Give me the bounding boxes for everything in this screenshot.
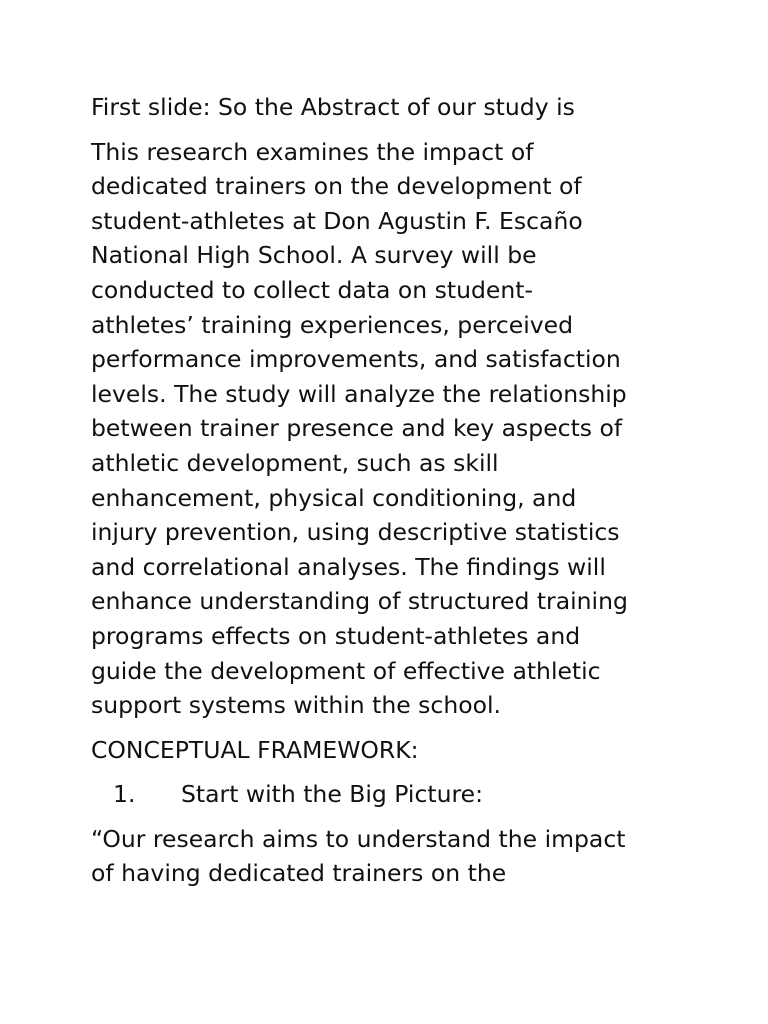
list-item-number: 1. xyxy=(113,780,136,809)
section-heading: CONCEPTUAL FRAMEWORK: xyxy=(91,735,419,764)
list-item xyxy=(91,777,691,812)
abstract-paragraph: This research examines the impact of dedicated trainers on the development of student-athletes at Don Agustin F. Escaño National High School. A survey will be conducted to collect data on student- athletes’ training experiences, perceived performance improvements, and satisfaction levels. The study will analyze the relationship between trainer presence and key aspects of athletic development, such as skill enhancement, physical conditioning, and injury prevention, using descriptive statistics and correlational analyses. The findings will enhance understanding of structured training programs effects on student-athletes and guide the development of effective athletic support systems within the school. xyxy=(91,137,628,720)
list-item-text: Start with the Big Picture: xyxy=(181,780,484,809)
intro-line: First slide: So the Abstract of our study is xyxy=(91,93,575,121)
quote-paragraph: “Our research aims to understand the impact of having dedicated trainers on the xyxy=(91,824,626,888)
document-body xyxy=(91,90,691,901)
